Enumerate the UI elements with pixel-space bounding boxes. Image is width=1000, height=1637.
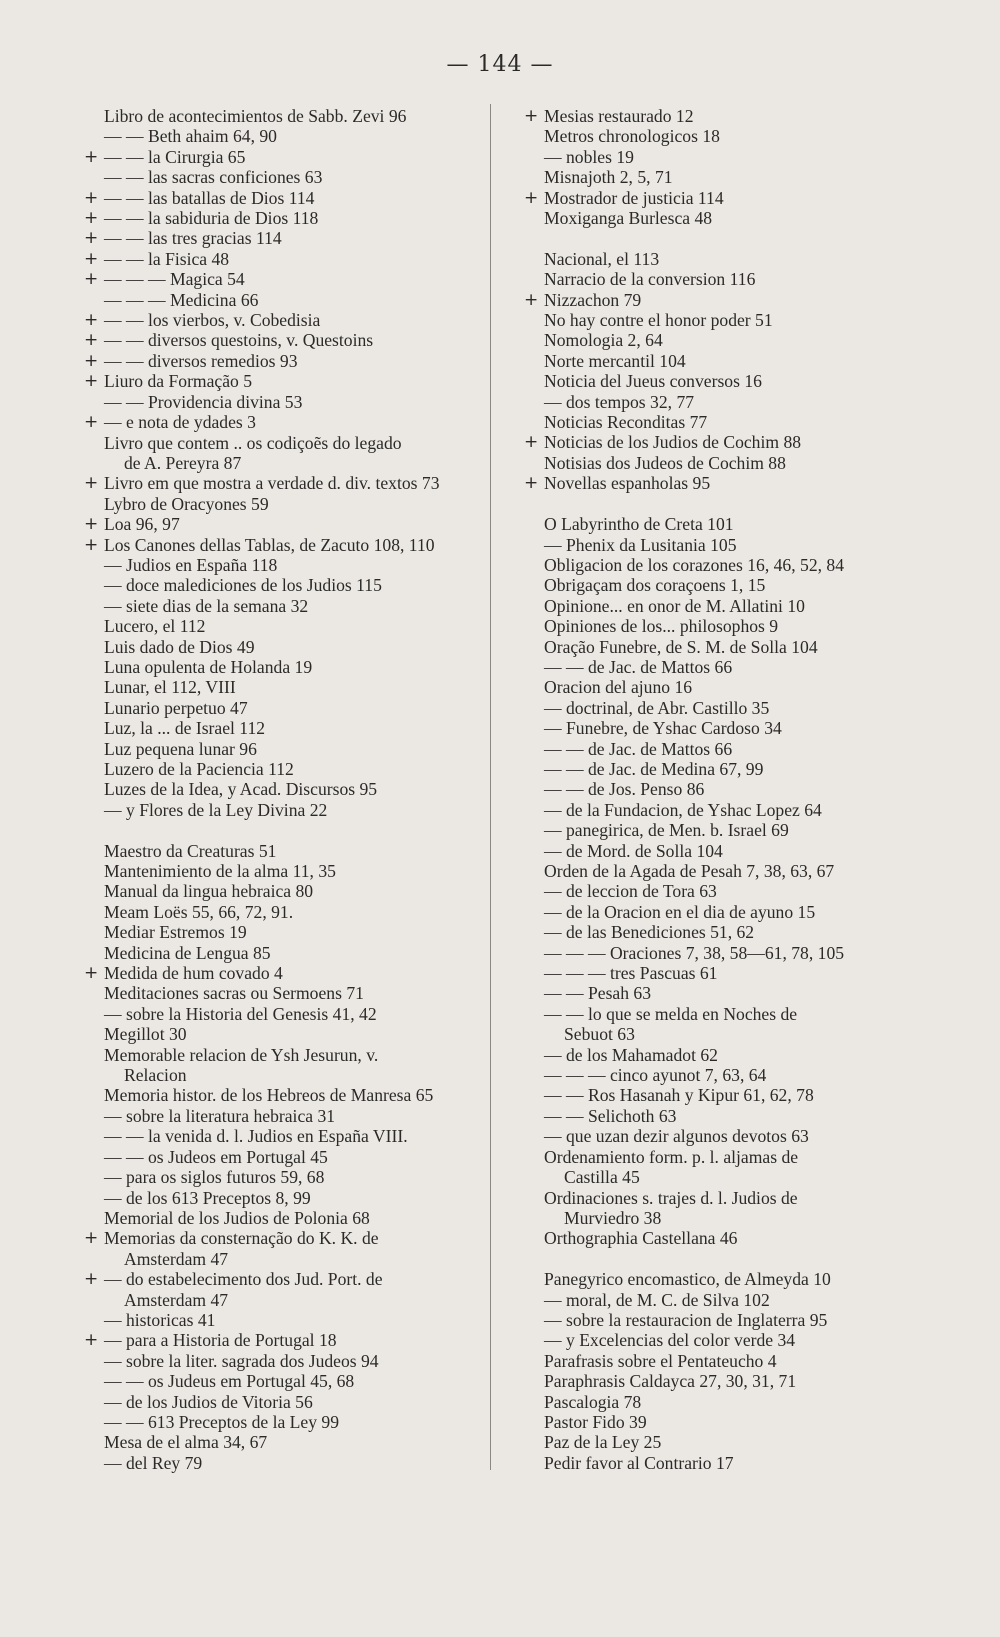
entry-text: Medicina de Lengua 85	[104, 942, 271, 963]
entry-text: — de los Judios de Vitoria 56	[104, 1391, 313, 1412]
entry-text: — moral, de M. C. de Silva 102	[544, 1289, 770, 1310]
entry-text: Medida de hum covado 4	[104, 963, 283, 984]
index-entry	[524, 453, 904, 473]
index-entry	[524, 739, 904, 759]
entry-text: — sobre la restauracion de Inglaterra 95	[544, 1309, 828, 1330]
index-entry	[524, 963, 904, 983]
index-entry	[524, 1004, 904, 1024]
entry-text: — — Ros Hasanah y Kipur 61, 62, 78	[544, 1085, 814, 1106]
index-entry	[524, 1188, 904, 1208]
index-entry	[524, 1106, 904, 1126]
entry-text: — — — cinco ayunot 7, 63, 64	[544, 1065, 767, 1086]
index-entry	[84, 657, 484, 677]
entry-text: — doce malediciones de los Judios 115	[104, 575, 382, 596]
entry-text: Pascalogia 78	[544, 1391, 642, 1412]
entry-text: Memoria histor. de los Hebreos de Manresa 65	[104, 1085, 434, 1106]
index-entry	[84, 739, 484, 759]
entry-mark: +	[84, 269, 99, 290]
index-entry	[84, 718, 484, 738]
entry-mark: +	[524, 289, 539, 310]
index-entry	[524, 371, 904, 391]
index-entry	[84, 269, 484, 289]
index-entry	[84, 1045, 484, 1065]
entry-text: Luzero de la Paciencia 112	[104, 759, 294, 779]
entry-text: Maestro da Creaturas 51	[104, 840, 277, 861]
entry-mark: +	[84, 1269, 99, 1290]
index-entry	[84, 453, 484, 473]
index-entry	[524, 800, 904, 820]
entry-mark: +	[84, 146, 99, 167]
index-entry	[524, 147, 904, 167]
index-entry	[84, 1167, 484, 1187]
entry-text: — de la Oracion en el dia de ayuno 15	[544, 901, 816, 922]
entry-text: Liuro da Formação 5	[104, 371, 253, 392]
entry-text: — de la Fundacion, de Yshac Lopez 64	[544, 799, 822, 820]
entry-text: Luzes de la Idea, y Acad. Discursos 95	[104, 779, 378, 800]
entry-mark: +	[84, 1228, 99, 1249]
entry-text: Memorias da consternação do K. K. de	[104, 1228, 379, 1249]
entry-mark: +	[84, 534, 99, 555]
index-entry	[84, 1085, 484, 1105]
entry-text: Mesias restaurado 12	[544, 106, 694, 126]
entry-text: Nizzachon 79	[544, 289, 642, 310]
index-entry	[524, 1085, 904, 1105]
index-entry	[84, 902, 484, 922]
entry-text: Lunario perpetuo 47	[104, 697, 248, 718]
index-entry	[84, 983, 484, 1003]
entry-text: — — os Judeus em Portugal 45, 68	[104, 1371, 355, 1392]
index-entry	[524, 1065, 904, 1085]
entry-text: — — de Jac. de Medina 67, 99	[544, 758, 764, 779]
entry-text: — doctrinal, de Abr. Castillo 35	[544, 697, 770, 718]
left-column	[84, 106, 484, 1473]
entry-text: — — diversos questoins, v. Questoins	[104, 330, 374, 351]
entry-text: — — la sabiduria de Dios 118	[104, 208, 319, 229]
index-entry	[524, 310, 904, 330]
index-entry	[84, 126, 484, 146]
entry-text: Obrigaçam dos coraçoens 1, 15	[544, 575, 766, 596]
entry-text: Noticia del Jueus conversos 16	[544, 371, 762, 392]
entry-text: Amsterdam 47	[124, 1289, 229, 1310]
index-entry	[524, 1371, 904, 1391]
index-entry	[84, 1024, 484, 1044]
entry-text: — — las tres gracias 114	[104, 228, 282, 249]
entry-text: Ordenamiento form. p. l. aljamas de	[544, 1146, 799, 1167]
entry-text: Novellas espanholas 95	[544, 473, 711, 494]
entry-text: Murviedro 38	[564, 1207, 662, 1228]
entry-text: Noticias Reconditas 77	[544, 412, 708, 433]
entry-text: — — los vierbos, v. Cobedisia	[104, 310, 321, 331]
index-entry	[524, 412, 904, 432]
entry-text: — Funebre, de Yshac Cardoso 34	[544, 718, 782, 739]
entry-text: — Judios en España 118	[104, 554, 278, 575]
entry-mark: +	[84, 371, 99, 392]
index-entry	[84, 698, 484, 718]
index-entry	[84, 1412, 484, 1432]
index-entry	[524, 1310, 904, 1330]
entry-text: — — Providencia divina 53	[104, 391, 303, 412]
entry-text: — siete dias de la semana 32	[104, 595, 309, 616]
entry-text: — — de Jac. de Mattos 66	[544, 656, 733, 677]
index-entry	[524, 1126, 904, 1146]
entry-text: Orden de la Agada de Pesah 7, 38, 63, 67	[544, 861, 835, 881]
entry-text: Mesa de el alma 34, 67	[104, 1432, 268, 1453]
index-entry	[524, 820, 904, 840]
index-entry	[84, 433, 484, 453]
entry-text: Memorable relacion de Ysh Jesurun, v.	[104, 1044, 379, 1065]
index-entry	[524, 1147, 904, 1167]
index-entry	[84, 555, 484, 575]
entry-text: — de leccion de Tora 63	[544, 881, 717, 902]
section-gap	[524, 228, 904, 248]
index-entry	[84, 861, 484, 881]
entry-mark: +	[84, 187, 99, 208]
entry-text: Pedir favor al Contrario 17	[544, 1452, 734, 1473]
entry-text: Luis dado de Dios 49	[104, 636, 255, 657]
index-entry	[524, 514, 904, 534]
index-entry	[84, 1249, 484, 1269]
entry-mark: +	[84, 1330, 99, 1351]
index-entry	[84, 249, 484, 269]
index-entry	[84, 1453, 484, 1473]
entry-mark: +	[84, 248, 99, 269]
entry-text: — dos tempos 32, 77	[544, 391, 695, 412]
index-entry	[84, 1126, 484, 1146]
entry-text: — do estabelecimento dos Jud. Port. de	[104, 1269, 383, 1290]
index-entry	[524, 330, 904, 350]
entry-text: — — Beth ahaim 64, 90	[104, 126, 277, 147]
entry-text: Lucero, el 112	[104, 616, 206, 637]
index-entry	[524, 881, 904, 901]
entry-text: — — la Cirurgia 65	[104, 146, 246, 167]
index-entry	[84, 922, 484, 942]
index-entry	[524, 1208, 904, 1228]
entry-text: — para a Historia de Portugal 18	[104, 1330, 337, 1351]
index-entry	[524, 596, 904, 616]
entry-mark: +	[524, 187, 539, 208]
entry-text: Norte mercantil 104	[544, 350, 686, 371]
entry-text: — — diversos remedios 93	[104, 350, 298, 371]
entry-mark: +	[84, 514, 99, 535]
entry-text: Amsterdam 47	[124, 1248, 229, 1269]
entry-text: Sebuot 63	[564, 1024, 635, 1045]
index-entry	[524, 1269, 904, 1289]
entry-text: — e nota de ydades 3	[104, 412, 256, 433]
index-entry	[524, 1024, 904, 1044]
index-entry	[84, 473, 484, 493]
index-entry	[524, 759, 904, 779]
index-entry	[524, 1412, 904, 1432]
index-entry	[84, 1392, 484, 1412]
index-entry	[524, 698, 904, 718]
entry-text: Castilla 45	[564, 1167, 640, 1188]
section-gap	[524, 1249, 904, 1269]
index-entry	[84, 759, 484, 779]
entry-mark: +	[84, 330, 99, 351]
index-entry	[524, 167, 904, 187]
entry-text: Narracio de la conversion 116	[544, 269, 756, 290]
index-entry	[84, 412, 484, 432]
index-entry	[84, 228, 484, 248]
index-entry	[524, 432, 904, 452]
index-entry	[524, 902, 904, 922]
entry-text: — — — Oraciones 7, 38, 58—61, 78, 105	[544, 942, 845, 963]
index-entry	[84, 106, 484, 126]
index-entry	[84, 371, 484, 391]
entry-text: Misnajoth 2, 5, 71	[544, 167, 673, 188]
entry-text: — panegirica, de Men. b. Israel 69	[544, 820, 789, 841]
index-entry	[524, 106, 904, 126]
entry-text: Panegyrico encomastico, de Almeyda 10	[544, 1269, 831, 1290]
index-entry	[524, 657, 904, 677]
entry-text: — — de Jos. Penso 86	[544, 779, 705, 800]
entry-text: Meam Loës 55, 66, 72, 91.	[104, 901, 294, 922]
entry-text: Memorial de los Judios de Polonia 68	[104, 1207, 370, 1228]
section-gap	[524, 494, 904, 514]
entry-mark: +	[84, 473, 99, 494]
index-entry	[84, 575, 484, 595]
index-entry	[524, 208, 904, 228]
entry-text: Luz pequena lunar 96	[104, 738, 257, 759]
entry-text: Noticias de los Judios de Cochim 88	[544, 432, 802, 453]
index-entry	[84, 494, 484, 514]
entry-text: Pastor Fido 39	[544, 1411, 647, 1432]
entry-text: — — la venida d. l. Judios en España VIII.	[104, 1126, 408, 1147]
index-entry	[84, 514, 484, 534]
index-entry	[524, 983, 904, 1003]
entry-text: Los Canones dellas Tablas, de Zacuto 108, 110	[104, 534, 435, 555]
index-entry	[84, 1310, 484, 1330]
entry-text: — sobre la liter. sagrada dos Judeos 94	[104, 1350, 379, 1371]
index-entry	[84, 1228, 484, 1248]
entry-text: Mostrador de justicia 114	[544, 187, 724, 208]
index-entry	[84, 596, 484, 616]
entry-text: Lunar, el 112, VIII	[104, 677, 236, 698]
entry-text: — nobles 19	[544, 146, 634, 167]
entry-mark: +	[524, 106, 539, 126]
entry-mark: +	[84, 963, 99, 984]
entry-text: Luna opulenta de Holanda 19	[104, 656, 313, 677]
index-entry	[524, 779, 904, 799]
index-entry	[84, 1269, 484, 1289]
entry-mark: +	[84, 350, 99, 371]
index-entry	[524, 841, 904, 861]
entry-text: Livro que contem .. os codiçoẽs do legado	[104, 432, 402, 453]
index-entry	[84, 1106, 484, 1126]
entry-text: Metros chronologicos 18	[544, 126, 720, 147]
entry-text: Orthographia Castellana 46	[544, 1228, 738, 1249]
index-entry	[84, 963, 484, 983]
entry-text: — Phenix da Lusitania 105	[544, 534, 737, 555]
index-entry	[84, 290, 484, 310]
index-entry	[84, 1004, 484, 1024]
entry-mark: +	[84, 412, 99, 433]
entry-text: — de los 613 Preceptos 8, 99	[104, 1187, 311, 1208]
entry-text: — de Mord. de Solla 104	[544, 840, 723, 861]
index-entry	[524, 555, 904, 575]
index-entry	[524, 126, 904, 146]
index-entry	[84, 779, 484, 799]
index-entry	[84, 943, 484, 963]
entry-text: Opiniones de los... philosophos 9	[544, 616, 779, 637]
index-entry	[84, 637, 484, 657]
index-entry	[524, 575, 904, 595]
index-entry	[524, 922, 904, 942]
entry-mark: +	[84, 228, 99, 249]
index-entry	[84, 1188, 484, 1208]
entry-text: Loa 96, 97	[104, 514, 180, 535]
index-entry	[524, 1290, 904, 1310]
entry-text: Paz de la Ley 25	[544, 1432, 662, 1453]
index-entry	[84, 1147, 484, 1167]
index-entry	[524, 249, 904, 269]
index-entry	[524, 718, 904, 738]
entry-text: de A. Pereyra 87	[124, 452, 242, 473]
index-entry	[524, 473, 904, 493]
entry-text: — de los Mahamadot 62	[544, 1044, 718, 1065]
index-entry	[524, 392, 904, 412]
entry-text: Livro em que mostra a verdade d. div. textos 73	[104, 473, 440, 494]
index-entry	[84, 1351, 484, 1371]
entry-text: Oração Funebre, de S. M. de Solla 104	[544, 636, 818, 657]
index-entry	[84, 1065, 484, 1085]
index-entry	[84, 188, 484, 208]
index-entry	[524, 1453, 904, 1473]
entry-text: — sobre la literatura hebraica 31	[104, 1105, 336, 1126]
index-entry	[524, 351, 904, 371]
entry-text: O Labyrintho de Creta 101	[544, 514, 734, 535]
entry-text: Mediar Estremos 19	[104, 922, 247, 943]
entry-text: Parafrasis sobre el Pentateucho 4	[544, 1350, 777, 1371]
index-entry	[84, 351, 484, 371]
entry-text: Libro de acontecimientos de Sabb. Zevi 96	[104, 106, 407, 126]
index-entry	[84, 535, 484, 555]
entry-text: Nomologia 2, 64	[544, 330, 663, 351]
entry-text: — y Excelencias del color verde 34	[544, 1330, 796, 1351]
entry-text: Luz, la ... de Israel 112	[104, 718, 266, 739]
entry-text: — — Selichoth 63	[544, 1105, 677, 1126]
index-entry	[84, 392, 484, 412]
entry-text: — — Pesah 63	[544, 983, 652, 1004]
entry-text: Oracion del ajuno 16	[544, 677, 693, 698]
index-entry	[84, 1432, 484, 1452]
index-entry	[84, 208, 484, 228]
entry-text: Lybro de Oracyones 59	[104, 493, 269, 514]
entry-text: — de las Benediciones 51, 62	[544, 922, 755, 943]
index-entry	[524, 1167, 904, 1187]
index-entry	[84, 1208, 484, 1228]
index-entry	[84, 1290, 484, 1310]
index-entry	[524, 1228, 904, 1248]
index-entry	[524, 1330, 904, 1350]
index-entry	[524, 861, 904, 881]
index-entry	[84, 1330, 484, 1350]
entry-text: — para os siglos futuros 59, 68	[104, 1167, 325, 1188]
index-entry	[524, 1392, 904, 1412]
entry-text: — historicas 41	[104, 1309, 216, 1330]
entry-text: Notisias dos Judeos de Cochim 88	[544, 452, 786, 473]
index-entry	[84, 881, 484, 901]
entry-text: Megillot 30	[104, 1024, 187, 1045]
entry-text: — y Flores de la Ley Divina 22	[104, 799, 328, 820]
index-entry	[524, 943, 904, 963]
entry-mark: +	[524, 473, 539, 494]
entry-text: — — — Magica 54	[104, 269, 245, 290]
index-entry	[84, 330, 484, 350]
index-entry	[524, 1045, 904, 1065]
index-entry	[524, 188, 904, 208]
index-entry	[524, 269, 904, 289]
index-entry	[524, 290, 904, 310]
page-number: — 144 —	[446, 52, 554, 77]
entry-text: Relacion	[124, 1065, 187, 1086]
index-entry	[84, 800, 484, 820]
entry-text: — del Rey 79	[104, 1452, 203, 1473]
entry-text: — — — tres Pascuas 61	[544, 963, 718, 984]
column-divider	[490, 104, 491, 1470]
index-entry	[84, 147, 484, 167]
entry-text: Manual da lingua hebraica 80	[104, 881, 314, 902]
index-entry	[524, 677, 904, 697]
entry-text: — — 613 Preceptos de la Ley 99	[104, 1411, 340, 1432]
entry-text: — — las sacras conficiones 63	[104, 167, 323, 188]
entry-text: — — — Medicina 66	[104, 289, 259, 310]
index-entry	[84, 1371, 484, 1391]
entry-text: No hay contre el honor poder 51	[544, 310, 773, 331]
index-entry	[84, 167, 484, 187]
entry-text: — sobre la Historia del Genesis 41, 42	[104, 1003, 377, 1024]
right-column	[524, 106, 904, 1473]
entry-text: Moxiganga Burlesca 48	[544, 208, 713, 229]
entry-mark: +	[84, 208, 99, 229]
index-entry	[84, 841, 484, 861]
entry-text: — — os Judeos em Portugal 45	[104, 1146, 328, 1167]
index-entry	[524, 1351, 904, 1371]
entry-text: — — de Jac. de Mattos 66	[544, 738, 733, 759]
entry-text: Mantenimiento de la alma 11, 35	[104, 861, 336, 882]
entry-text: — — la Fisica 48	[104, 248, 230, 269]
entry-text: Opinione... en onor de M. Allatini 10	[544, 595, 805, 616]
index-entry	[84, 310, 484, 330]
entry-mark: +	[84, 310, 99, 331]
index-entry	[524, 616, 904, 636]
index-entry	[84, 616, 484, 636]
entry-text: Paraphrasis Caldayca 27, 30, 31, 71	[544, 1371, 797, 1392]
entry-text: Nacional, el 113	[544, 248, 660, 269]
entry-text: Meditaciones sacras ou Sermoens 71	[104, 983, 364, 1004]
entry-mark: +	[524, 432, 539, 453]
entry-text: Ordinaciones s. trajes d. l. Judios de	[544, 1187, 798, 1208]
section-gap	[84, 820, 484, 840]
entry-text: — — lo que se melda en Noches de	[544, 1003, 798, 1024]
index-entry	[524, 637, 904, 657]
index-entry	[524, 1432, 904, 1452]
index-entry	[524, 535, 904, 555]
entry-text: — que uzan dezir algunos devotos 63	[544, 1126, 809, 1147]
index-entry	[84, 677, 484, 697]
entry-text: Obligacion de los corazones 16, 46, 52, 84	[544, 554, 845, 575]
entry-text: — — las batallas de Dios 114	[104, 187, 315, 208]
